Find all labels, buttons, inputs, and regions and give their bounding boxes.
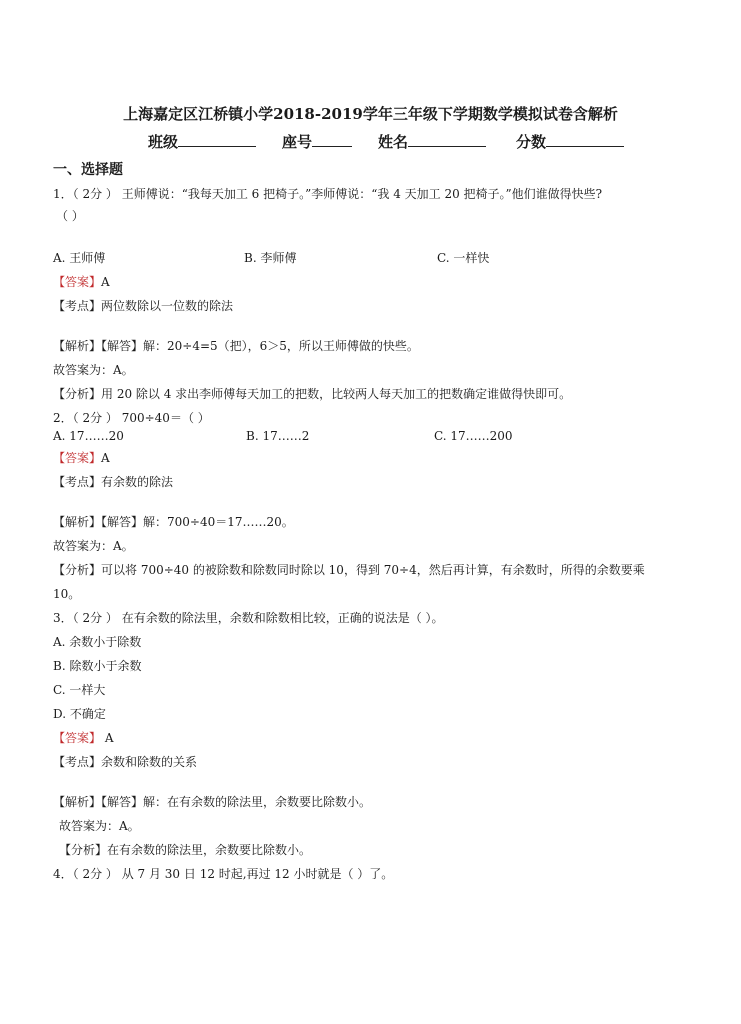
q3-conclusion: 故答案为：A。 — [59, 819, 140, 833]
q2-answer: A — [101, 451, 110, 465]
q2-kaodian: 有余数的除法 — [101, 475, 174, 489]
q1-paren: （ ） — [56, 209, 84, 223]
q1-conclusion: 故答案为：A。 — [53, 363, 134, 377]
answer-tag: 【答案】 — [53, 451, 102, 465]
q2-jiexi-line — [53, 514, 294, 530]
name-field — [378, 131, 486, 152]
name-blank — [408, 132, 486, 147]
q3-option-d: D. 不确定 — [53, 707, 106, 721]
q1-kaodian: 两位数除以一位数的除法 — [101, 299, 234, 313]
class-field — [148, 131, 256, 152]
q1-option-c: C. 一样快 — [437, 251, 490, 265]
q2-answer-line — [53, 450, 110, 466]
q1-kaodian-line — [53, 298, 233, 314]
q3-kaodian-line — [53, 754, 197, 770]
q2-analysis-line1: 【分析】可以将 700÷40 的被除数和除数同时除以 10，得到 70÷4，然后再计算，有余数时，所得的余数要乘 — [53, 563, 645, 577]
q1-jiexi: 【解答】解：20÷4=5（把），6＞5，所以王师傅做的快些。 — [101, 339, 419, 353]
q2-option-c: C. 17……200 — [434, 429, 513, 443]
q3-stem: 3．（ 2分 ） 在有余数的除法里，余数和除数相比较，正确的说法是（ ）。 — [53, 611, 444, 625]
q2-option-a: A. 17……20 — [53, 429, 124, 443]
section-heading: 一、选择题 — [53, 162, 123, 178]
kaodian-tag: 【考点】 — [53, 755, 102, 769]
class-label: 班级 — [148, 133, 179, 151]
q1-answer: A — [101, 275, 110, 289]
score-blank — [546, 132, 624, 147]
q2-jiexi: 【解答】解：700÷40＝17……20。 — [101, 515, 294, 529]
q3-jiexi-line — [53, 794, 371, 810]
q1-stem: 1．（ 2分 ） 王师傅说：“我每天加工 6 把椅子。”李师傅说：“我 4 天加工 20 把椅子。”他们谁做得快些? — [53, 187, 603, 201]
seat-label: 座号 — [282, 133, 313, 151]
class-blank — [178, 132, 256, 147]
score-field — [516, 131, 624, 152]
q3-option-b: B. 除数小于余数 — [53, 659, 142, 673]
jiexi-tag: 【解析】 — [53, 515, 102, 529]
q1-answer-line — [53, 274, 110, 290]
q3-answer-line — [53, 730, 114, 746]
q4-stem: 4．（ 2分 ） 从 7 月 30 日 12 时起,再过 12 小时就是（ ）了。 — [53, 867, 394, 881]
q2-conclusion: 故答案为：A。 — [53, 539, 134, 553]
q3-jiexi: 【解答】解：在有余数的除法里，余数要比除数小。 — [101, 795, 372, 809]
q3-analysis: 【分析】在有余数的除法里，余数要比除数小。 — [59, 843, 312, 857]
q1-option-b: B. 李师傅 — [244, 251, 297, 265]
document-title: 上海嘉定区江桥镇小学2018-2019学年三年级下学期数学模拟试卷含解析 — [123, 105, 618, 123]
score-label: 分数 — [516, 133, 547, 151]
answer-tag: 【答案】 — [53, 731, 102, 745]
q3-answer: A — [101, 731, 114, 745]
q2-kaodian-line — [53, 474, 173, 490]
q1-analysis: 【分析】用 20 除以 4 求出李师傅每天加工的把数，比较两人每天加工的把数确定谁做得快即可。 — [53, 387, 572, 401]
q1-jiexi-line — [53, 338, 419, 354]
kaodian-tag: 【考点】 — [53, 299, 102, 313]
q2-option-b: B. 17……2 — [246, 429, 310, 443]
jiexi-tag: 【解析】 — [53, 795, 102, 809]
q1-option-a: A. 王师傅 — [53, 251, 106, 265]
seat-blank — [312, 132, 352, 147]
answer-tag: 【答案】 — [53, 275, 102, 289]
q2-analysis-line2: 10。 — [53, 587, 81, 601]
q3-option-a: A. 余数小于除数 — [53, 635, 142, 649]
q3-kaodian: 余数和除数的关系 — [101, 755, 198, 769]
seat-field — [282, 131, 352, 152]
q3-option-c: C. 一样大 — [53, 683, 106, 697]
q2-stem: 2．（ 2分 ） 700÷40＝（ ） — [53, 411, 210, 425]
name-label: 姓名 — [378, 133, 409, 151]
kaodian-tag: 【考点】 — [53, 475, 102, 489]
jiexi-tag: 【解析】 — [53, 339, 102, 353]
